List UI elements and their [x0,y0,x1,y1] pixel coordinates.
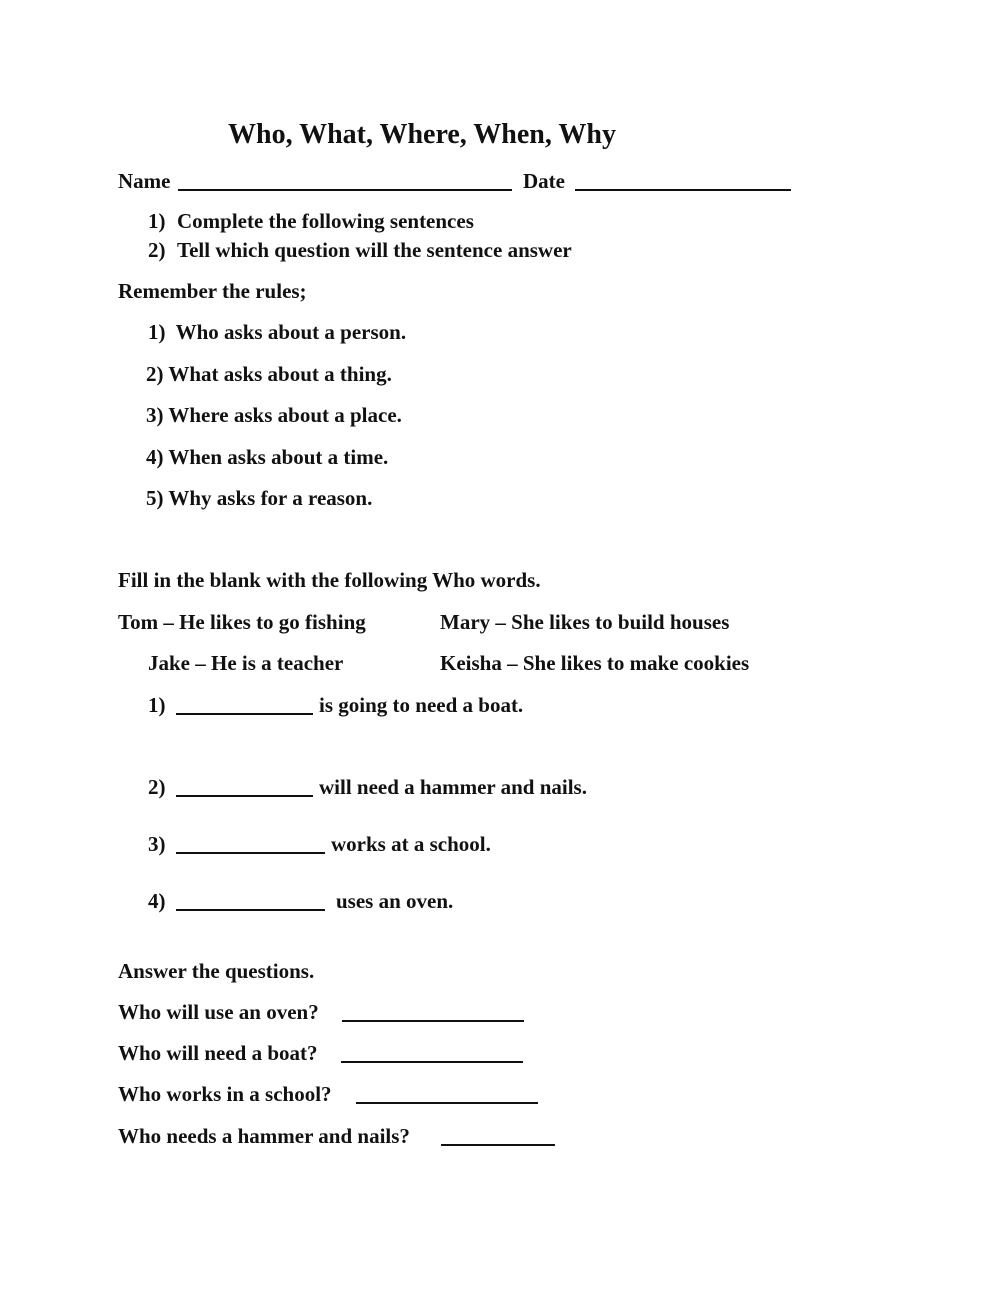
question-text: Who needs a hammer and nails? [118,1124,410,1148]
fill-item-text: works at a school. [331,832,491,856]
name-blank[interactable] [178,173,512,191]
answer-blank-4[interactable] [441,1128,555,1146]
fill-blank-3[interactable] [176,836,325,854]
person-tom: Tom – He likes to go fishing [118,610,366,634]
rules-heading: Remember the rules; [118,279,307,303]
fill-item-text: is going to need a boat. [319,693,524,717]
person-mary: Mary – She likes to build houses [440,610,730,634]
rule-item: 2) What asks about a thing. [146,362,392,386]
date-blank[interactable] [575,173,791,191]
answer-blank-3[interactable] [356,1086,538,1104]
fill-item-text: uses an oven. [336,889,454,913]
fill-blank-2[interactable] [176,779,313,797]
instruction-number: 1) [148,209,166,233]
rule-item: 5) Why asks for a reason. [146,486,373,510]
answer-heading: Answer the questions. [118,959,315,983]
person-jake: Jake – He is a teacher [148,651,344,675]
fill-blank-1[interactable] [176,697,313,715]
fill-heading: Fill in the blank with the following Who words. [118,568,541,592]
instruction-number: 2) [148,238,166,262]
rule-item: 3) Where asks about a place. [146,403,402,427]
page-title: Who, What, Where, When, Why [228,119,616,150]
answer-blank-1[interactable] [342,1004,524,1022]
rule-item: 4) When asks about a time. [146,445,389,469]
person-keisha: Keisha – She likes to make cookies [440,651,750,675]
fill-item-number: 1) [148,693,166,717]
fill-blank-4[interactable] [176,893,325,911]
question-text: Who will use an oven? [118,1000,319,1024]
date-label: Date [523,169,565,193]
fill-item-number: 2) [148,775,166,799]
question-text: Who will need a boat? [118,1041,318,1065]
name-label: Name [118,169,171,193]
answer-blank-2[interactable] [341,1045,523,1063]
instruction-text: Tell which question will the sentence answer [177,238,572,262]
fill-item-number: 3) [148,832,166,856]
fill-item-number: 4) [148,889,166,913]
question-text: Who works in a school? [118,1082,332,1106]
instruction-text: Complete the following sentences [177,209,474,233]
fill-item-text: will need a hammer and nails. [319,775,587,799]
rule-item: 1) Who asks about a person. [148,320,407,344]
